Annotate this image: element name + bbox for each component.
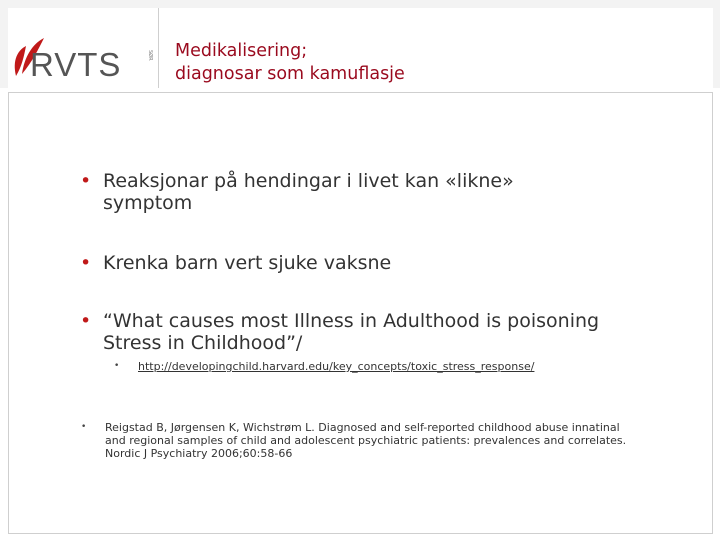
logo bbox=[8, 8, 158, 88]
title-box bbox=[158, 8, 713, 88]
leaf-icon bbox=[15, 46, 26, 76]
rvts-logo-image bbox=[8, 8, 158, 88]
list-item bbox=[80, 252, 640, 274]
reference-link[interactable]: http://developingchild.harvard.edu/key_concepts/toxic_stress_response/ bbox=[138, 360, 535, 373]
bullet-dot-icon: • bbox=[80, 252, 92, 274]
title-line-2: diagnosar som kamuflasje bbox=[175, 64, 405, 84]
bullet-text: Krenka barn vert sjuke vaksne bbox=[103, 252, 392, 274]
logo-tagline: SØR bbox=[147, 50, 153, 61]
bullet-text: “What causes most Illness in Adulthood is poisoning Stress in Childhood”/ bbox=[103, 310, 600, 354]
reference-item bbox=[81, 421, 641, 460]
bullet-dot-icon: • bbox=[114, 361, 120, 371]
bullet-dot-icon: • bbox=[81, 422, 87, 432]
list-item bbox=[80, 170, 600, 214]
bullet-dot-icon: • bbox=[80, 170, 92, 192]
bullet-dot-icon: • bbox=[80, 310, 92, 332]
list-item bbox=[80, 310, 600, 354]
bullet-text: Reaksjonar på hendingar i livet kan «likne» symptom bbox=[103, 170, 514, 214]
sub-bullet-item bbox=[114, 360, 674, 373]
title-line-1: Medikalisering; bbox=[175, 41, 308, 61]
logo-letters: RVTS bbox=[30, 46, 122, 83]
slide-title bbox=[175, 40, 405, 86]
sub-bullet-text bbox=[114, 360, 674, 373]
reference-text: Reigstad B, Jørgensen K, Wichstrøm L. Diagnosed and self-reported childhood abuse innatinal and regional samples of child and adolescent psychiatric patients: prevalences and correlates. Nordic J Psychiatry 2006;60:58-66 bbox=[105, 421, 627, 460]
